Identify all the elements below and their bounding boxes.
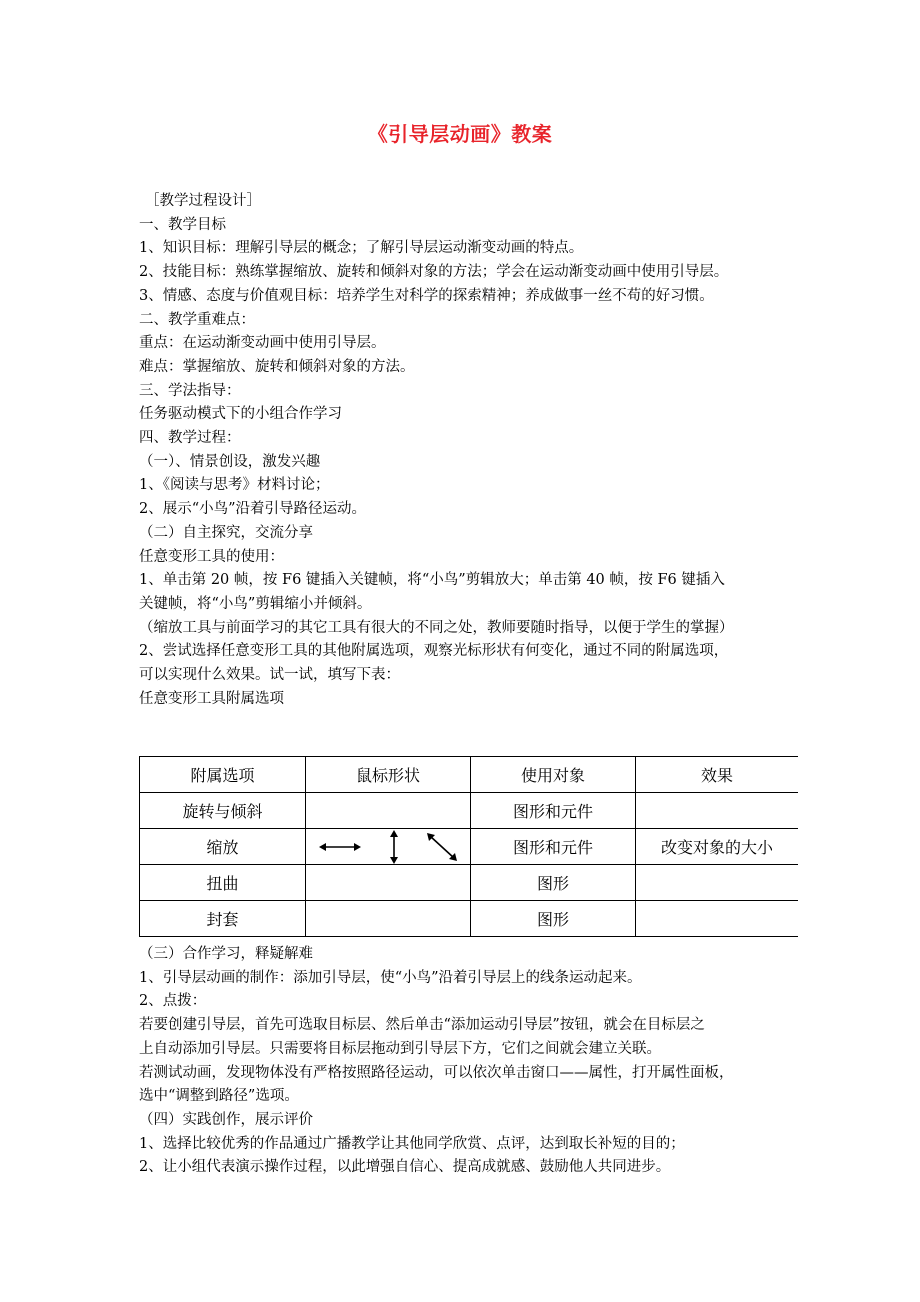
table-row: [140, 901, 799, 937]
text-line: 若测试动画，发现物体没有严格按照路径运动，可以依次单击窗口——属性，打开属性面板，: [139, 1064, 734, 1081]
text-line: 1、知识目标：理解引导层的概念；了解引导层运动渐变动画的特点。: [139, 240, 584, 257]
table-cell: 扭曲: [140, 865, 306, 901]
text-line: 关键帧，将“小鸟”剪辑缩小并倾斜。: [139, 595, 372, 612]
diagonal-resize-arrow-icon: [426, 832, 458, 862]
table-row: [140, 793, 799, 829]
table-cell: 图形和元件: [471, 829, 636, 865]
text-line: （三）合作学习，释疑解难: [139, 946, 313, 962]
text-line: 2、尝试选择任意变形工具的其他附属选项，观察光标形状有何变化，通过不同的附属选项，: [139, 643, 729, 660]
document-title: 《引导层动画》教案: [367, 122, 553, 146]
table-row: [140, 829, 799, 865]
section-header: ［教学过程设计］: [145, 193, 261, 209]
text-line: 任务驱动模式下的小组合作学习: [139, 406, 342, 423]
text-line: 2、技能目标：熟练掌握缩放、旋转和倾斜对象的方法；学会在运动渐变动画中使用引导层。: [139, 264, 729, 281]
text-line: 1、引导层动画的制作：添加引导层，使“小鸟”沿着引导层上的线条运动起来。: [139, 969, 642, 986]
text-line: 可以实现什么效果。试一试，填写下表：: [139, 667, 400, 684]
table-cell: [636, 901, 799, 937]
table-cell: 缩放: [140, 829, 306, 865]
table-header-cell: 鼠标形状: [306, 757, 471, 793]
text-line: 3、情感、态度与价值观目标：培养学生对科学的探索精神；养成做事一丝不苟的好习惯。: [139, 287, 714, 304]
table-cell: [636, 793, 799, 829]
body-text-lower: [139, 943, 799, 1180]
text-line: 选中“调整到路径”选项。: [139, 1088, 299, 1105]
table-cell: 图形: [471, 901, 636, 937]
table-cell: 图形: [471, 865, 636, 901]
options-table: [139, 756, 798, 937]
text-line: （缩放工具与前面学习的其它工具有很大的不同之处，教师要随时指导，以便于学生的掌握）: [139, 619, 734, 636]
body-text-upper: [139, 190, 799, 711]
horizontal-resize-arrow-icon: [318, 840, 362, 854]
table-header-cell: 效果: [636, 757, 799, 793]
text-line: 1、单击第 20 帧，按 F6 键插入关键帧，将“小鸟”剪辑放大；单击第 40 帧，按 F6 键插入: [139, 572, 725, 589]
table-cell: 封套: [140, 901, 306, 937]
text-line: （二）自主探究，交流分享: [139, 524, 313, 541]
cursor-shapes: [306, 829, 470, 864]
text-line: 1、选择比较优秀的作品通过广播教学让其他同学欣赏、点评，达到取长补短的目的；: [139, 1135, 685, 1152]
text-line: 2、让小组代表演示操作过程，以此增强自信心、提高成就感、鼓励他人共同进步。: [139, 1159, 671, 1176]
table-header-row: [140, 757, 799, 793]
text-line: 2、展示“小鸟”沿着引导路径运动。: [139, 501, 367, 518]
table-cell: 图形和元件: [471, 793, 636, 829]
text-line: 二、教学重难点：: [139, 311, 255, 328]
text-line: 2、点拨：: [139, 993, 207, 1010]
table-cell: [306, 865, 471, 901]
text-line: 任意变形工具附属选项: [139, 690, 284, 707]
text-line: 重点：在运动渐变动画中使用引导层。: [139, 335, 386, 352]
text-line: 三、学法指导：: [139, 382, 241, 399]
text-line: （四）实践创作，展示评价: [139, 1111, 313, 1128]
table-header-cell: 使用对象: [471, 757, 636, 793]
vertical-resize-arrow-icon: [387, 829, 401, 865]
text-line: 一、教学目标: [139, 216, 226, 233]
text-line: 上自动添加引导层。只需要将目标层拖动到引导层下方，它们之间就会建立关联。: [139, 1040, 661, 1057]
text-line: （一）、情景创设，激发兴趣: [139, 453, 321, 470]
text-line: 任意变形工具的使用：: [139, 548, 284, 565]
table-cell: [306, 793, 471, 829]
table-cell: [306, 901, 471, 937]
table-header-cell: 附属选项: [140, 757, 306, 793]
table-cell: [636, 865, 799, 901]
text-line: 1、《阅读与思考》材料讨论；: [139, 477, 330, 494]
table-row: [140, 865, 799, 901]
text-line: 难点：掌握缩放、旋转和倾斜对象的方法。: [139, 358, 415, 375]
table-cell-cursors: [306, 829, 471, 865]
text-line: 四、教学过程：: [139, 430, 241, 447]
text-line: 若要创建引导层，首先可选取目标层、然后单击“添加运动引导层”按钮，就会在目标层之: [139, 1017, 705, 1034]
table-cell: 旋转与倾斜: [140, 793, 306, 829]
table-cell: 改变对象的大小: [636, 829, 799, 865]
